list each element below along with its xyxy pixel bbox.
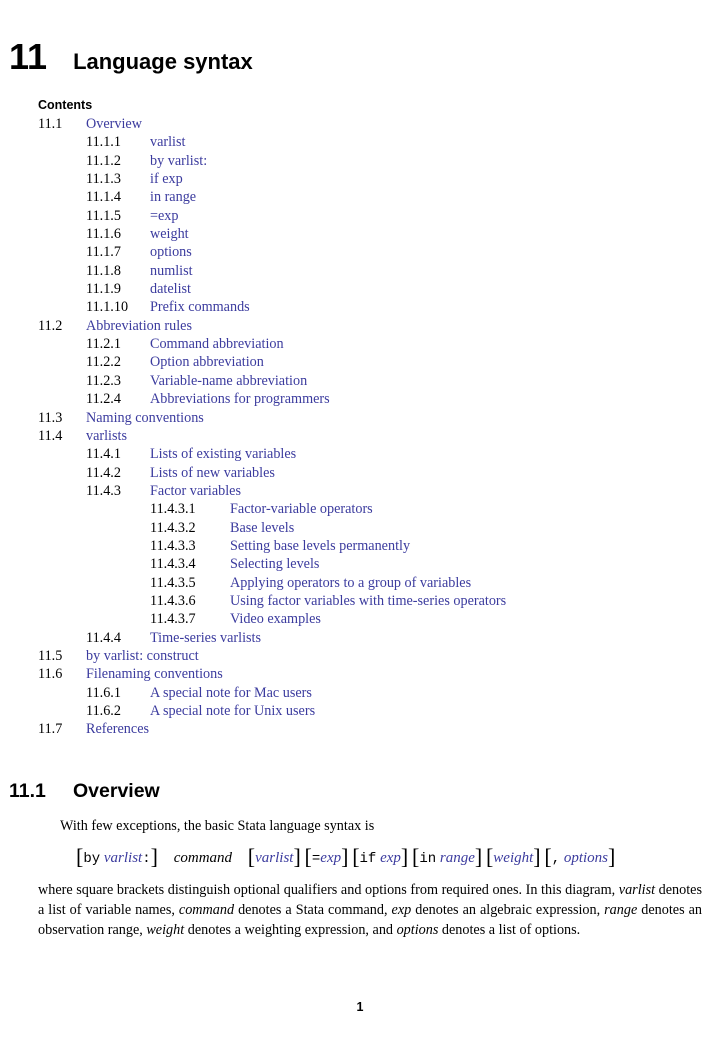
syntax-diagram: [by varlist:] command [varlist] [=exp] [if exp] [in range] [weight] [, options] [76,844,616,869]
syntax-command: command [173,850,233,866]
contents-heading: Contents [38,98,93,112]
toc-entry-link[interactable]: Naming conventions [86,409,204,426]
toc-entry [0,409,720,427]
toc-entry-number: 11.4.3.6 [150,592,196,609]
desc-text: denotes a list of variable names, [38,882,702,918]
desc-text: denotes a list of options. [438,922,581,938]
toc-entry-link[interactable]: numlist [150,262,193,279]
toc-entry-number: 11.4.3.2 [150,519,196,536]
toc-entry [0,133,720,151]
toc-entry-link[interactable]: Prefix commands [150,299,250,316]
section-number: 11.1 [9,780,46,802]
toc-entry-number: 11.1.9 [86,281,121,298]
toc-entry-number: 11.4.3.5 [150,574,196,591]
toc-entry-number: 11.2.1 [86,336,121,353]
toc-entry-number: 11.4.3.1 [150,501,196,518]
desc-term: range [604,902,638,918]
chapter-title: Language syntax [73,49,253,74]
toc-entry [0,555,720,573]
toc-entry [0,464,720,482]
toc-entry-number: 11.6 [38,666,63,683]
toc-entry-number: 11.6.1 [86,684,121,701]
toc-entry [0,629,720,647]
toc-entry-link[interactable]: varlists [86,427,127,444]
toc-entry-number: 11.1.2 [86,152,121,169]
toc-entry [0,243,720,261]
toc-entry [0,665,720,683]
syntax-in-keyword: in [419,851,437,867]
toc-entry-number: 11.4.2 [86,464,121,481]
toc-entry-link[interactable]: Video examples [230,611,321,628]
toc-entry [0,298,720,316]
toc-entry-link[interactable]: by varlist: construct [86,647,199,664]
syntax-by-keyword: by [83,851,101,867]
section-title: Overview [73,780,160,802]
toc-entry [0,170,720,188]
toc-entry-link[interactable]: by varlist: [150,152,208,169]
toc-entry-number: 11.3 [38,409,63,426]
syntax-if-exp-link[interactable]: exp [380,850,401,866]
toc-entry-link[interactable]: Option abbreviation [150,354,264,371]
toc-entry-number: 11.2.4 [86,391,121,408]
toc-entry [0,574,720,592]
toc-entry [0,592,720,610]
toc-entry [0,262,720,280]
desc-term: exp [391,902,412,918]
desc-term: command [178,902,235,918]
syntax-by-colon: : [142,851,151,867]
syntax-equals: = [311,851,321,867]
desc-text: where square brackets distinguish optional qualifiers and options from required ones. In this diagram, [38,882,619,898]
toc-entry [0,372,720,390]
toc-entry [0,280,720,298]
toc-entry-number: 11.4.1 [86,446,121,463]
toc-entry-number: 11.2.2 [86,354,121,371]
toc-entry-number: 11.4.3 [86,482,121,499]
toc-entry-number: 11.6.2 [86,703,121,719]
toc-entry-number: 11.1.3 [86,171,121,188]
toc-entry-number: 11.1 [38,116,63,132]
syntax-options-link[interactable]: options [563,850,609,866]
page-number: 1 [356,1000,364,1014]
toc-entry [0,445,720,463]
toc-entry-link[interactable]: References [86,721,150,738]
syntax-exp-link[interactable]: exp [320,850,342,866]
toc-entry-link[interactable]: =exp [150,207,179,224]
syntax-by-varlist-link[interactable]: varlist [103,850,143,866]
toc-entry-link[interactable]: Base levels [230,519,295,536]
toc-entry-number: 11.5 [38,647,63,664]
toc-entry-number: 11.1.7 [86,244,121,261]
intro-paragraph: With few exceptions, the basic Stata language syntax is [60,818,375,834]
toc-entry-link[interactable]: Setting base levels permanently [230,537,411,554]
toc-entry-link[interactable]: Using factor variables with time-series operators [230,592,507,609]
description-paragraph [38,880,702,940]
toc-entry-link[interactable]: Applying operators to a group of variables [230,574,472,591]
table-of-contents [0,115,720,739]
toc-entry [0,537,720,555]
syntax-if-keyword: if [359,851,377,867]
chapter-heading [9,36,253,78]
toc-entry-link[interactable]: Abbreviation rules [86,317,192,334]
toc-entry-number: 11.1.6 [86,226,121,243]
toc-entry [0,702,720,720]
toc-entry [0,482,720,500]
syntax-weight-link[interactable]: weight [493,850,534,866]
desc-text: denotes an observation range, [38,902,702,938]
toc-entry [0,335,720,353]
toc-entry [0,720,720,738]
toc-entry [0,519,720,537]
toc-entry [0,500,720,518]
toc-entry [0,610,720,628]
desc-text: denotes a Stata command, [234,902,392,918]
syntax-varlist-link[interactable]: varlist [255,850,294,866]
section-heading [9,780,160,803]
toc-entry-link[interactable]: varlist [150,134,186,151]
toc-entry-number: 11.7 [38,721,63,738]
toc-entry-number: 11.2 [38,317,63,334]
toc-entry [0,390,720,408]
toc-entry-link[interactable]: Command abbreviation [150,336,284,353]
desc-text: denotes a weighting expression, and [184,922,397,938]
toc-entry-link[interactable]: Variable-name abbreviation [150,372,308,389]
syntax-comma: , [551,851,561,867]
desc-term: varlist [618,882,656,898]
toc-entry-link[interactable]: Lists of new variables [150,464,275,481]
toc-entry-link[interactable]: Factor variables [150,482,241,499]
toc-entry-number: 11.4.3.4 [150,556,196,573]
toc-entry-link[interactable]: in range [150,189,197,206]
desc-text: denotes an algebraic expression, [411,902,605,918]
toc-entry [0,115,720,133]
toc-entry-link[interactable]: Lists of existing variables [150,446,297,463]
toc-entry-link[interactable]: Overview [86,116,142,132]
toc-entry-number: 11.1.4 [86,189,121,206]
toc-entry-number: 11.1.10 [86,299,129,316]
toc-entry-number: 11.4.3.7 [150,611,196,628]
toc-entry-number: 11.4 [38,427,63,444]
syntax-range-link[interactable]: range [439,850,475,866]
toc-entry-link[interactable]: Selecting levels [230,556,320,573]
toc-entry-link[interactable]: Filenaming conventions [86,666,223,683]
toc-entry [0,317,720,335]
toc-entry-link[interactable]: A special note for Mac users [150,684,312,701]
desc-term: weight [146,922,185,938]
toc-entry-number: 11.1.5 [86,207,121,224]
toc-entry-link[interactable]: Factor-variable operators [230,501,373,518]
toc-entry-number: 11.2.3 [86,372,121,389]
toc-entry-number: 11.1.8 [86,262,121,279]
toc-entry [0,225,720,243]
toc-entry-link[interactable]: weight [150,226,189,243]
toc-entry-number: 11.4.4 [86,629,121,646]
toc-entry [0,684,720,702]
toc-entry-link[interactable]: A special note for Unix users [150,703,316,719]
toc-entry [0,353,720,371]
desc-term: options [396,922,439,938]
toc-entry [0,427,720,445]
toc-entry-link[interactable]: datelist [150,281,191,298]
chapter-number: 11 [9,36,48,77]
toc-entry-link[interactable]: Time-series varlists [150,629,261,646]
toc-entry-link[interactable]: Abbreviations for programmers [150,391,330,408]
toc-entry [0,207,720,225]
toc-entry-number: 11.4.3.3 [150,537,196,554]
toc-entry-number: 11.1.1 [86,134,121,151]
toc-entry [0,647,720,665]
toc-entry-link[interactable]: if exp [150,171,183,188]
toc-entry [0,152,720,170]
toc-entry-link[interactable]: options [150,244,192,261]
toc-entry [0,188,720,206]
